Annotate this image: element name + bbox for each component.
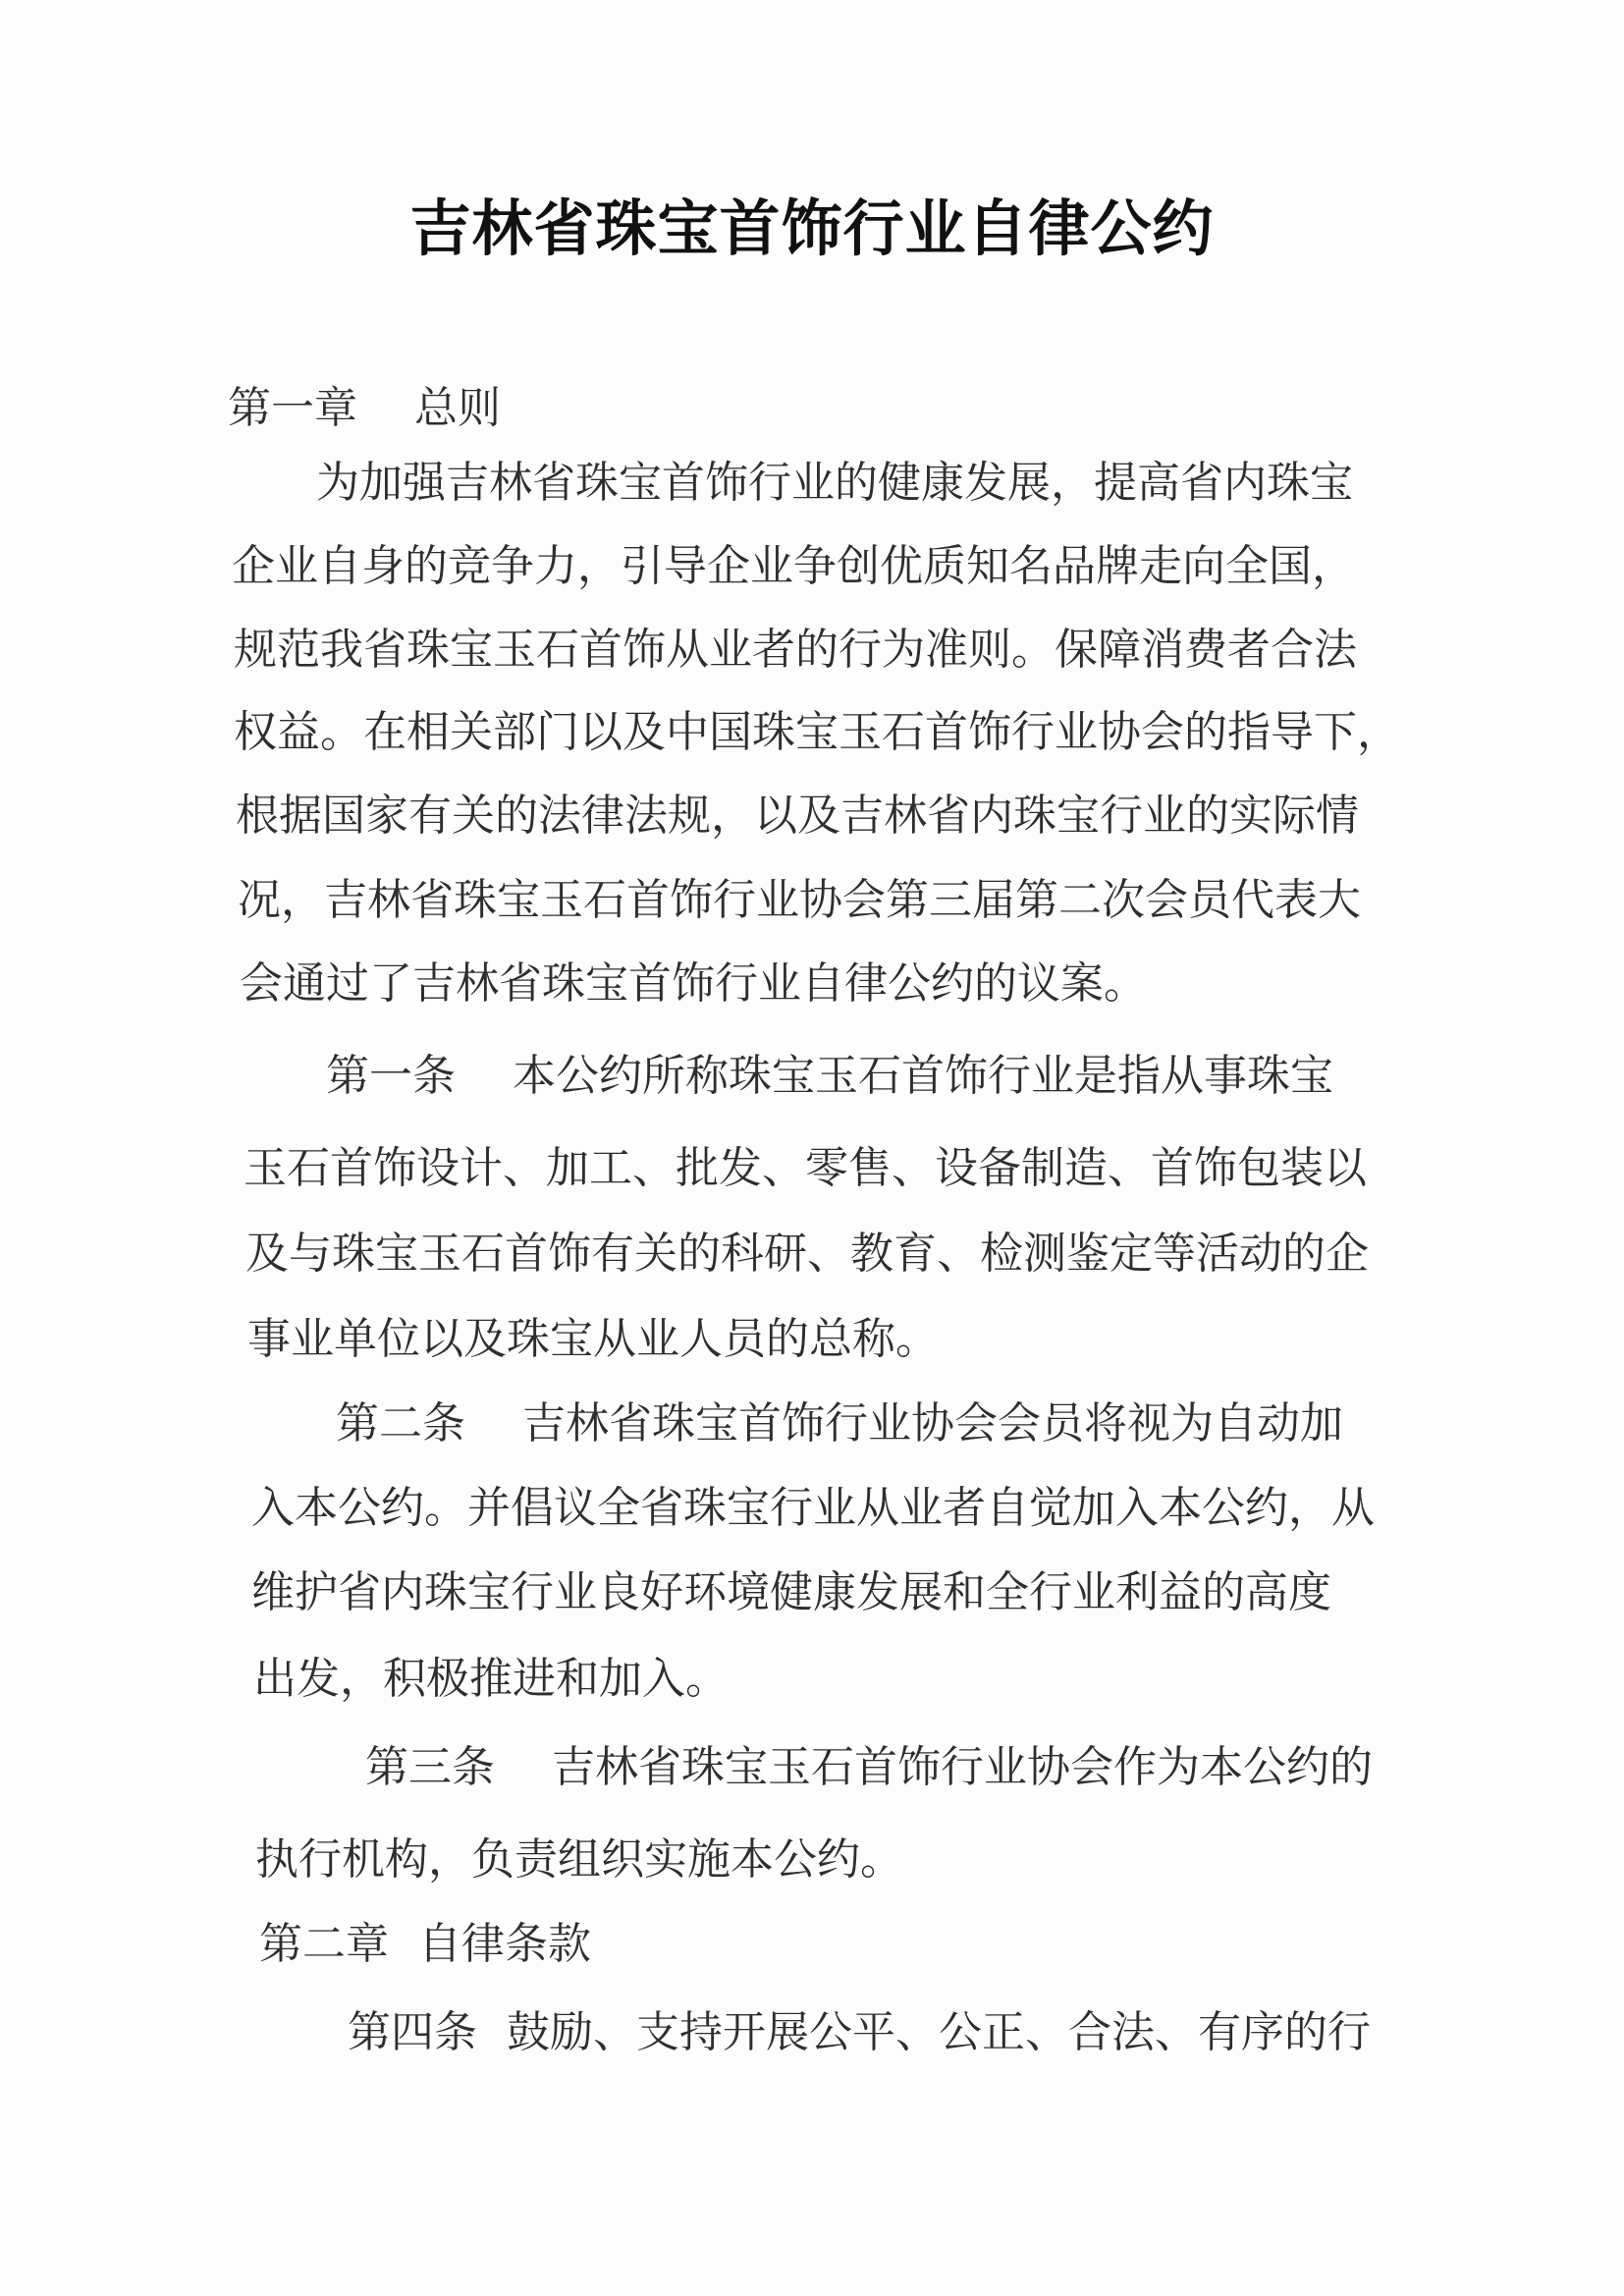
article-2-text: 吉林省珠宝首饰行业协会会员将视为自动加	[522, 1398, 1343, 1449]
chapter-1-number: 第一章	[228, 383, 357, 433]
article-2-line: 维护省内珠宝行业良好环境健康发展和全行业利益的高度	[251, 1567, 1331, 1617]
article-3-first-line	[365, 1738, 1373, 1797]
article-2-line: 入本公约。并倡议全省珠宝行业从业者自觉加入本公约，从	[251, 1483, 1375, 1533]
chapter-2-heading	[259, 1915, 591, 1974]
article-2-label: 第二条	[336, 1398, 465, 1449]
preamble-line: 为加强吉林省珠宝首饰行业的健康发展，提高省内珠宝	[316, 458, 1353, 508]
article-4-first-line	[348, 2003, 1371, 2062]
article-3-text: 吉林省珠宝玉石首饰行业协会作为本公约的	[552, 1742, 1373, 1792]
article-4-text: 鼓励、支持开展公平、公正、合法、有序的行	[507, 2007, 1371, 2057]
preamble-line: 根据国家有关的法律法规，以及吉林省内珠宝行业的实际情	[236, 791, 1359, 841]
article-1-first-line	[326, 1047, 1333, 1106]
article-4-label: 第四条	[348, 2007, 477, 2057]
article-3-line: 执行机构，负责组织实施本公约。	[255, 1834, 903, 1885]
preamble-line: 权益。在相关部门以及中国珠宝玉石首饰行业协会的指导下，	[234, 707, 1400, 757]
chapter-1-heading	[228, 379, 501, 438]
article-1-line: 玉石首饰设计、加工、批发、零售、设备制造、首饰包装以	[244, 1143, 1367, 1193]
article-2-first-line	[336, 1394, 1343, 1453]
preamble-line: 会通过了吉林省珠宝首饰行业自律公约的议案。	[240, 958, 1147, 1009]
article-1-text: 本公约所称珠宝玉石首饰行业是指从事珠宝	[513, 1051, 1333, 1101]
preamble-line: 规范我省珠宝玉石首饰从业者的行为准则。保障消费者合法	[234, 625, 1357, 675]
article-3-label: 第三条	[365, 1742, 495, 1792]
chapter-2-title: 自律条款	[418, 1919, 591, 1969]
chapter-2-number: 第二章	[259, 1919, 389, 1969]
article-1-label: 第一条	[326, 1051, 456, 1101]
preamble-line: 况，吉林省珠宝玉石首饰行业协会第三届第二次会员代表大	[238, 875, 1361, 925]
article-2-line: 出发，积极推进和加入。	[253, 1654, 729, 1704]
preamble-line: 企业自身的竞争力，引导企业争创优质知名品牌走向全国，	[232, 541, 1355, 591]
document-title: 吉林省珠宝首饰行业自律公约	[409, 192, 1215, 264]
article-1-line: 事业单位以及珠宝从业人员的总称。	[247, 1314, 939, 1364]
chapter-1-title: 总则	[414, 383, 501, 433]
article-1-line: 及与珠宝玉石首饰有关的科研、教育、检测鉴定等活动的企	[245, 1229, 1369, 1279]
